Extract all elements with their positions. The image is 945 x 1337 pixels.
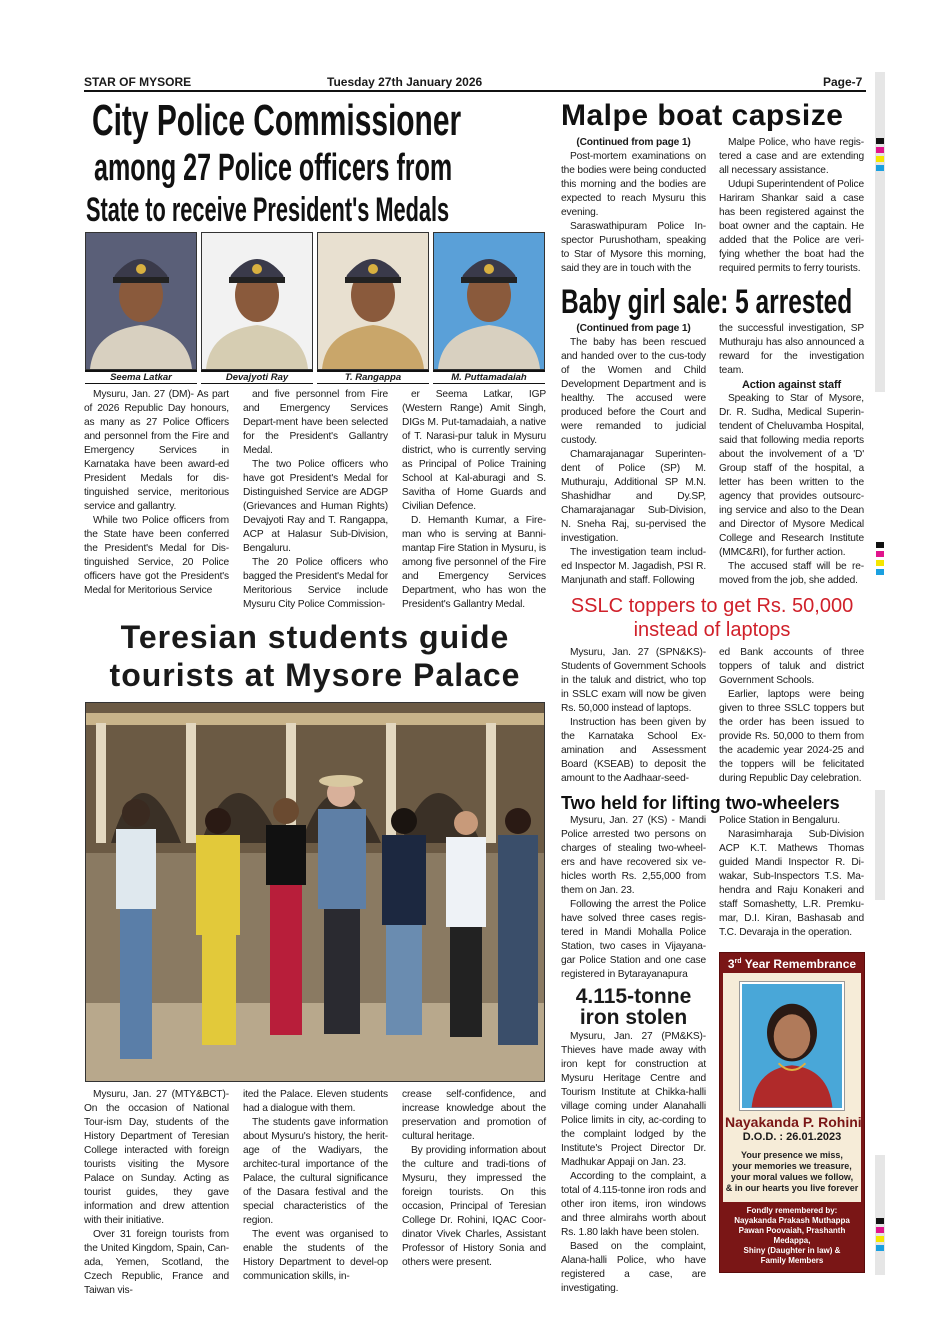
registration-mark [876, 560, 884, 566]
article-column: Mysuru, Jan. 27 (DM)- As part of 2026 Republic Day honours, as many as 27 Police Officers and personnel from the Fire and Emergency Services in Karnataka have been award-ed President Medals for dis-tinguished service, meritorious service and gallantry. While two Police officers from the State have been conferred the President's Medal for Dis-tinguished Service, 20 Police officers have got the President's Medal for Meritorious Service [84, 389, 229, 596]
registration-mark [876, 156, 884, 162]
left-section [84, 96, 546, 1298]
headline: 4.115-tonne iron stolen [575, 985, 692, 1029]
officer-portrait [433, 232, 545, 370]
page-number: Page-7 [823, 75, 863, 89]
paper-name: STAR OF MYSORE [84, 75, 192, 89]
article-column: Mysuru, Jan. 27 (SPN&KS)- Students of Government Schools in the taluk and district, who top in SSLC exam will now be given Rs. 50,000 instead of laptops. Instruction has been given by the Karnataka School Ex-amination and Assessment Board (KSEAB) to deposit the amount to the Aadhaar-seed- [561, 647, 706, 784]
remembrance-ad [719, 952, 865, 1273]
officer-portrait [317, 232, 429, 370]
caption-row [85, 370, 546, 384]
ad-panel [723, 973, 861, 1202]
article-column: the successful investigation, SP Muthuraju has also announced a reward for the investigation team. Action against staff Speaking to Star of Mysore, Dr. R. Sudha, Medical Superin-tendent of Cheluvamba Hospital, said that following media reports about the involvement of a 'D' Group staff of the hospital, a letter has been written to the agency that provides outsourc-ing service and also to the Dean and Director of Mysore Medical College and Research Institute (MMC&RI), for further action. The accused staff will be re-moved from the job, she added. [719, 323, 864, 586]
margin-strip [875, 1155, 885, 1275]
registration-mark [876, 1245, 884, 1251]
headline-line: City Police Commissioner [92, 96, 462, 145]
issue-date: Tuesday 27th January 2026 [327, 75, 483, 89]
article-body [561, 646, 864, 786]
baby-sale-story [561, 282, 864, 588]
two-wheeler-story [561, 792, 864, 1296]
registration-mark [876, 542, 884, 548]
article-column: (Continued from page 1) Post-mortem examinations on the bodies were being conducted this morning and the bodies are expected to reach Mysuru this evening. Saraswathipuram Police In-spector Purushotham, speaking to Star of Mysore this morning, said they are in touch with the [561, 137, 706, 274]
registration-mark [876, 551, 884, 557]
margin-strip [875, 790, 885, 900]
article-column: Malpe Police, who have regis-tered a case and are extending all necessary assistance. Udupi Superintendent of Police Hariram Shankar said a case has been registered against the boat owner and the captain. He added that the Police are veri-fying whether the boat had the required permits to ferry tourists. [719, 137, 864, 274]
iron-story [561, 986, 706, 1296]
ad-title: 3rd Year Remembrance [727, 957, 857, 971]
article-column: Police Station in Bengaluru. Narasimharaja Sub-Division ACP K.T. Mathews Thomas guided Mandi Inspector R. Di-wakar, Sub-Inspectors T.S. Ma-hendra and Raju Konakeri and staff Somashetty, L.R. Premku-mar, D.I. Kiran, Bashasab and T.C. Devaraja in the operation. [719, 815, 864, 938]
article-column: Mysuru, Jan. 27 (PM&KS)- Thieves have made away with iron kept for construction at Mysuru Heritage Centre and Tourism Institute at Chikka-halli village coming under Alanahalli Police limits in city, ac-cording to the complaint lodged by the Institute's Project Director Dr. Madhukar Appaji on Jan. 23. According to the complaint, a total of 4.115-tonne iron rods and other iron items, iron windows and three almirahs worth about Rs. 1.80 lakh have been stolen. Based on the complaint, Alana-halli Police, who have registered a case, are investigating. [561, 1031, 706, 1294]
headline-line: among 27 Police officers from [94, 147, 453, 189]
right-section [561, 98, 864, 1296]
registration-mark [876, 1227, 884, 1233]
registration-mark [876, 569, 884, 575]
headline-line: State to receive President's Medals [86, 191, 450, 229]
verse: Your presence we miss, your memories we treasure, your moral values we follow, & in our hearts you live forever [725, 1150, 859, 1193]
registration-mark [876, 138, 884, 144]
registration-mark [876, 1218, 884, 1224]
article-column: Mysuru, Jan. 27 (KS) - Mandi Police arrested two persons on charges of stealing two-wheel-ers and have recovered six ve-hicles worth Rs. 2,55,000 from them on Jan. 23. Following the arrest the Police have solved three cases regis-tered in Mandi Mohalla Police Station, two cases in Vijayana-gar Police Station and one case registered in Bytarayanapura [561, 815, 706, 980]
article-column: (Continued from page 1) The baby has been rescued and handed over to the cus-tody of the Women and Child Development Department and is healthy. The accused were produced before the Court and were remanded to judicial custody. Chamarajanagar Superinten-dent of Police (SP) M. Muthuraju, Additional SP M.N. Shashidhar and Dy.SP, Chamarajanagar Sub-Division, N. Sneha Raj, su-pervised the investigation. The investigation team includ-ed Inspector M. Jagadish, PSI R. Manjunath and staff. Following [561, 323, 706, 586]
article-body [561, 814, 864, 1296]
article-body [84, 1088, 546, 1298]
remembered-by: Fondly remembered by: Nayakanda Prakash Muthappa Pawan Poovaiah, Prashanth Medappa, Shiny (Daughter in law) & Family Members [734, 1206, 850, 1265]
photo-caption: M. Puttamadaiah [433, 370, 545, 384]
article-column: er Seema Latkar, IGP (Western Range) Amit Singh, DIGs M. Put-tamadaiah, a native of T. Narasi-pur taluk in Mysuru district, who is currently serving as Principal of Police Training School at Kal-aburagi and S. Savitha of Home Guards and Civilian Defence. D. Hemanth Kumar, a Fire-man who is serving at Banni-mantap Fire Station in Mysuru, is among five personnel of the Fire and Emergency Services Department, who has won the President's Gallantry Medal. [402, 389, 546, 610]
teresian-story [84, 618, 546, 1298]
headline: Two held for lifting two-wheelers [561, 793, 840, 813]
photo-caption: Seema Latkar [85, 370, 197, 384]
police-story [84, 96, 546, 612]
headline: Baby girl sale: 5 arrested [561, 283, 853, 321]
article-column: crease self-confidence, and increase knowledge about the preservation and promotion of cultural heritage. By providing information about the culture and tradi-tions of Mysuru, they impressed the foreign tourists. On this occasion, Principal of Teresian College Dr. Rohini, IQAC Coor-dinator Vivek Charles, Assistant Professor of History Sonia and others were present. [402, 1089, 546, 1268]
officer-portrait [85, 232, 197, 370]
headline: SSLC toppers to get Rs. 50,000 instead of laptops [570, 595, 854, 641]
malpe-story [561, 98, 864, 276]
portrait-photo [740, 982, 844, 1110]
photo-caption: T. Rangappa [317, 370, 429, 384]
subhead: Action against staff [741, 379, 842, 391]
portrait-row [85, 232, 546, 370]
article-column: and five personnel from Fire and Emergency Services Depart-ment have been selected for the President's Gallantry Medal. The two Police officers who have got President's Medal for Distinguished Service are ADGP (Grievances and Human Rights) Devajyoti Ray and T. Rangappa, ACP at Halasur Sub-Division, Bengaluru. The 20 Police officers who bagged the President's Medal for Meritorious Service include Mysuru City Police Commission- [243, 389, 388, 610]
article-body [561, 136, 864, 276]
article-body [84, 388, 546, 612]
date-of-death: D.O.D. : 26.01.2023 [742, 1131, 842, 1143]
article-column: Mysuru, Jan. 27 (MTY&BCT)- On the occasion of National Tour-ism Day, students of the History Department of Teresian College interacted with foreign tourists visiting the Mysore Palace on Sunday. Acting as tourist guides, they gave information and drew attention with their initiative. Over 31 foreign tourists from the United Kingdom, Spain, Can-ada, Yemen, Scotland, the Czech Republic, France and Taiwan vis- [84, 1089, 229, 1296]
group-photo [85, 702, 545, 1082]
headline: Teresian students guide tourists at Mysore Palace [109, 619, 521, 693]
registration-mark [876, 147, 884, 153]
article-column: ed Bank accounts of three toppers of taluk and district Government Schools. Earlier, laptops were being given to three SSLC toppers but the order has been issued to provide Rs. 50,000 to them from the academic year 2024-25 and the toppers will be felicitated during Republic Day celebration. [719, 647, 864, 784]
photo-caption: Devajyoti Ray [201, 370, 313, 384]
registration-mark [876, 165, 884, 171]
article-body [561, 322, 864, 588]
article-column: ited the Palace. Eleven students had a dialogue with them. The students gave information about Mysuru's history, the herit-age of the Wadiyars, the architec-tural importance of the Palace, the cultural significance of the Dasara festival and the special characteristics of the region. The event was organised to enable the students of the History Department to devel-op communication skills, in- [243, 1089, 388, 1282]
sslc-story [561, 594, 864, 786]
officer-portrait [201, 232, 313, 370]
margin-strip [875, 72, 885, 392]
registration-mark [876, 1236, 884, 1242]
masthead-rule [84, 90, 866, 92]
deceased-name: Nayakanda P. Rohini [725, 1114, 862, 1130]
headline: Malpe boat capsize [561, 99, 844, 132]
